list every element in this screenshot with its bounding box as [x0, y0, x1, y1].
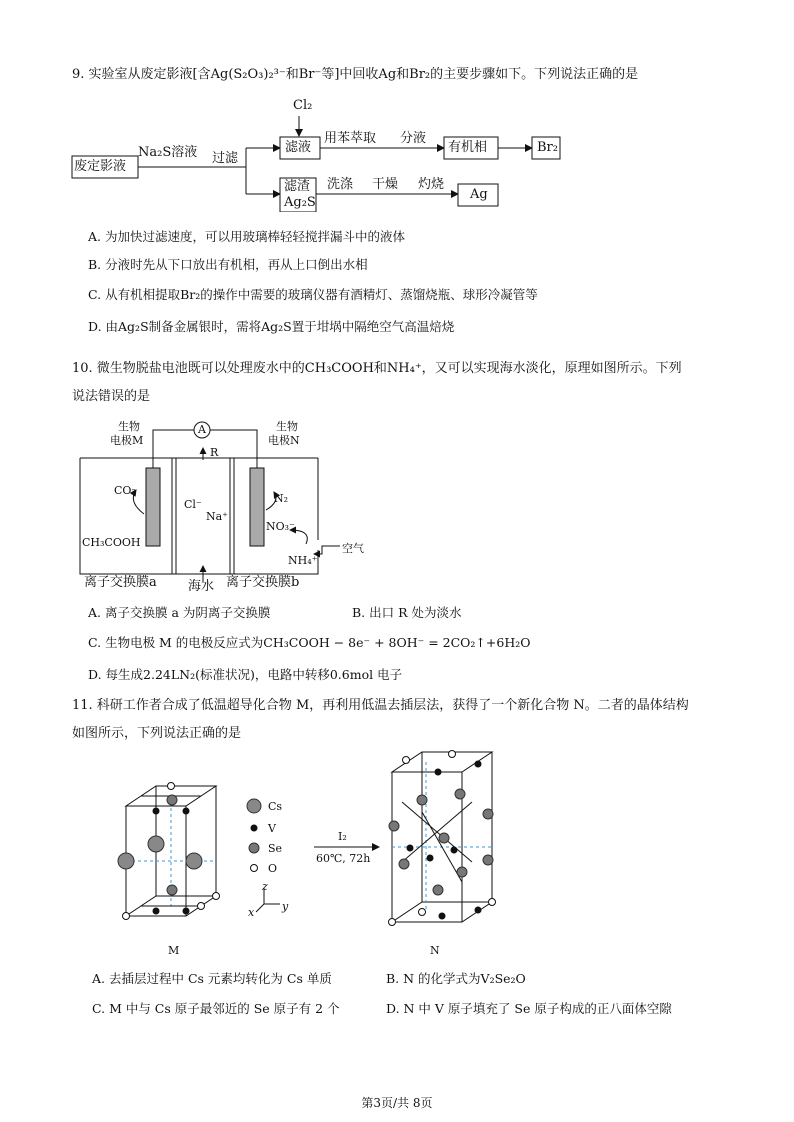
label-air: 空气 — [342, 542, 364, 555]
flow-burn: 灼烧 — [418, 177, 445, 192]
flow-source: 废定影液 — [74, 159, 127, 174]
label-electrode-m-1: 生物 — [118, 420, 140, 433]
label-condition: 60℃, 72h — [316, 852, 371, 865]
ammeter-label: A — [198, 423, 206, 436]
q9-option-a: A. 为加快过滤速度，可以用玻璃棒轻轻搅拌漏斗中的液体 — [88, 229, 405, 244]
flow-residue: 滤渣 — [284, 179, 311, 194]
legend-v: V — [268, 822, 276, 835]
flow-filter: 过滤 — [212, 151, 239, 166]
label-crystal-m: M — [168, 944, 180, 957]
axis-y: y — [282, 900, 289, 913]
q10-stem-line2: 说法错误的是 — [72, 389, 151, 404]
flow-filtrate: 滤液 — [285, 140, 312, 155]
axis-z: z — [262, 880, 268, 893]
page-footer: 第3页/共 8页 — [361, 1096, 433, 1110]
q10-option-b: B. 出口 R 处为淡水 — [352, 605, 462, 620]
label-membrane-b: 离子交换膜b — [226, 575, 300, 590]
q10-option-d: D. 每生成2.24LN₂(标准状况)，电路中转移0.6mol 电子 — [88, 667, 403, 682]
crystal-legend — [246, 798, 262, 878]
label-n2: N₂ — [274, 492, 289, 505]
flow-separate: 分液 — [400, 131, 427, 146]
flow-dry: 干燥 — [372, 177, 399, 192]
label-electrode-n-2: 电极N — [268, 434, 300, 447]
reaction-arrow — [312, 842, 382, 852]
axis-x: x — [248, 906, 255, 919]
q10-option-c: C. 生物电极 M 的电极反应式为CH₃COOH − 8e⁻ + 8OH⁻ = 2CO₂↑+6H₂O — [88, 635, 531, 650]
label-crystal-n: N — [430, 944, 440, 957]
q10-stem-line1: 10. 微生物脱盐电池既可以处理废水中的CH₃COOH和NH₄⁺，又可以实现海水淡化，原理如图所示。下列 — [72, 361, 682, 376]
outlet-r-label: R — [210, 446, 219, 459]
legend-cs: Cs — [268, 800, 283, 813]
q9-option-c: C. 从有机相提取Br₂的操作中需要的玻璃仪器有酒精灯、蒸馏烧瓶、球形冷凝管等 — [88, 287, 538, 302]
q9-option-d: D. 由Ag₂S制备金属银时，需将Ag₂S置于坩埚中隔绝空气高温焙烧 — [88, 319, 455, 334]
crystal-n-diagram — [382, 742, 502, 938]
flow-organic: 有机相 — [448, 140, 488, 155]
label-membrane-a: 离子交换膜a — [84, 575, 157, 590]
label-co2: CO₂ — [114, 484, 136, 497]
q11-option-b: B. N 的化学式为V₂Se₂O — [386, 971, 526, 986]
legend-o: O — [268, 862, 278, 875]
q11-option-d: D. N 中 V 原子填充了 Se 原子构成的正八面体空隙 — [386, 1001, 672, 1016]
label-na: Na⁺ — [206, 510, 228, 523]
legend-se: Se — [268, 842, 283, 855]
q11-stem-line1: 11. 科研工作者合成了低温超导化合物 M，再利用低温去插层法，获得了一个新化合物 N。二者的晶体结构 — [72, 698, 689, 713]
q9-stem: 9. 实验室从废定影液[含Ag(S₂O₃)₂³⁻和Br⁻等]中回收Ag和Br₂的主要步骤如下。下列说法正确的是 — [72, 67, 639, 82]
label-cl: Cl⁻ — [184, 498, 202, 511]
q11-stem-line2: 如图所示，下列说法正确的是 — [72, 726, 242, 741]
flow-ag: Ag — [470, 187, 488, 202]
crystal-m-diagram — [116, 766, 236, 926]
label-no3: NO₃⁻ — [266, 520, 295, 533]
label-reagent: I₂ — [338, 830, 347, 843]
flow-residue2: Ag₂S — [284, 195, 316, 210]
flow-extract: 用苯萃取 — [324, 131, 377, 146]
label-electrode-m-2: 电极M — [110, 434, 144, 447]
label-seawater: 海水 — [188, 579, 215, 594]
label-nh4: NH₄⁺ — [288, 554, 318, 567]
q10-option-a: A. 离子交换膜 a 为阴离子交换膜 — [88, 605, 271, 620]
q11-option-c: C. M 中与 Cs 原子最邻近的 Se 原子有 2 个 — [92, 1001, 340, 1016]
label-ch3cooh: CH₃COOH — [82, 536, 141, 549]
q11-option-a: A. 去插层过程中 Cs 元素均转化为 Cs 单质 — [92, 971, 332, 986]
flow-br2: Br₂ — [537, 140, 558, 155]
flow-wash: 洗涤 — [327, 177, 354, 192]
label-electrode-n-1: 生物 — [276, 420, 298, 433]
q9-option-b: B. 分液时先从下口放出有机相，再从上口倒出水相 — [88, 257, 368, 272]
flow-cl2: Cl₂ — [293, 98, 313, 113]
flow-reagent: Na₂S溶液 — [138, 145, 198, 160]
